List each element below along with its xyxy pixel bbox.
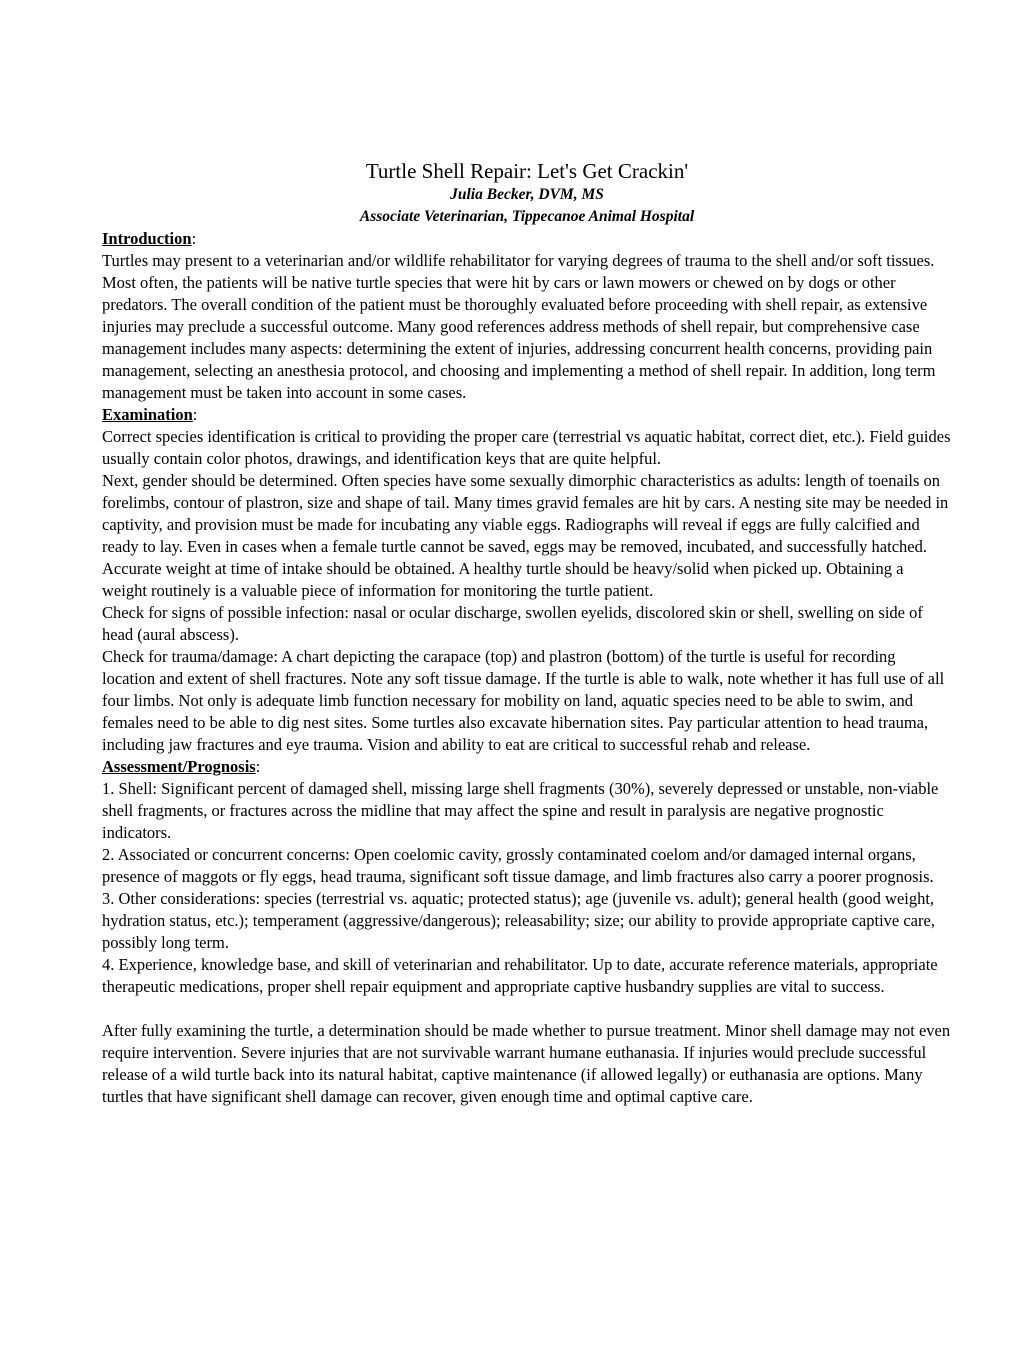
examination-paragraph: Next, gender should be determined. Often species have some sexually dimorphic characteristics as adults: length of toenails on forelimbs, contour of plastron, size and shape of tail. Many times gravid females are hit by cars. A nesting site may be needed in captivity, and provision must be made for incubating any viable eggs. Radiographs will reveal if eggs are fully calcified and ready to lay. Even in cases when a female turtle cannot be saved, eggs may be removed, incubated, and successfully hatched. (102, 471, 949, 556)
examination-paragraph: Check for signs of possible infection: nasal or ocular discharge, swollen eyelids, discolored skin or shell, swelling on side of head (aural abscess). (102, 603, 923, 644)
section-heading-label: Examination (102, 405, 193, 424)
document-page (102, 158, 952, 1108)
examination-paragraph: Correct species identification is critical to providing the proper care (terrestrial vs aquatic habitat, correct diet, etc.). Field guides usually contain color photos, drawings, and identification keys that are quite helpful. (102, 427, 951, 468)
assessment-item: 2. Associated or concurrent concerns: Open coelomic cavity, grossly contaminated coelom and/or damaged internal organs, presence of maggots or fly eggs, head trauma, significant soft tissue damage, and limb fractures also carry a poorer prognosis. (102, 845, 934, 886)
assessment-item: 3. Other considerations: species (terrestrial vs. aquatic; protected status); age (juvenile vs. adult); general health (good weight, hydration status, etc.); temperament (aggressive/dangerous); releasability; size; our ability to provide appropriate captive care, possibly long term. (102, 889, 935, 952)
document-title: Turtle Shell Repair: Let's Get Crackin' (365, 159, 689, 183)
conclusion-paragraph: After fully examining the turtle, a determination should be made whether to pursue treatment. Minor shell damage may not even require intervention. Severe injuries that are not survivable warrant humane euthanasia. If injuries would preclude successful release of a wild turtle back into its natural habitat, captive maintenance (if allowed legally) or euthanasia are options. Many turtles that have significant shell damage can recover, given enough time and optimal captive care. (102, 1021, 951, 1106)
section-heading-label: Assessment/Prognosis (102, 757, 256, 776)
paragraph-spacer (102, 998, 952, 1020)
section-heading-colon: : (255, 757, 261, 776)
examination-paragraph: Check for trauma/damage: A chart depicting the carapace (top) and plastron (bottom) of the turtle is useful for recording location and extent of shell fractures. Note any soft tissue damage. If the turtle is able to walk, note whether it has full use of all four limbs. Not only is adequate limb function necessary for mobility on land, aquatic species need to be able to swim, and females need to be able to dig nest sites. Some turtles also excavate hibernation sites. Pay particular attention to head trauma, including jaw fractures and eye trauma. Vision and ability to eat are critical to successful rehab and release. (102, 647, 945, 754)
author-affiliation: Associate Veterinarian, Tippecanoe Animal Hospital (359, 208, 695, 225)
assessment-item: 1. Shell: Significant percent of damaged shell, missing large shell fragments (30%), severely depressed or unstable, non-viable shell fragments, or fractures across the midline that may affect the spine and result in paralysis are negative prognostic indicators. (102, 779, 939, 842)
introduction-paragraph: Turtles may present to a veterinarian and/or wildlife rehabilitator for varying degrees of trauma to the shell and/or soft tissues. Most often, the patients will be native turtle species that were hit by cars or lawn mowers or chewed on by dogs or other predators. The overall condition of the patient must be thoroughly evaluated before proceeding with shell repair, as extensive injuries may preclude a successful outcome. Many good references address methods of shell repair, but comprehensive case management includes many aspects: determining the extent of injuries, addressing concurrent health concerns, providing pain management, selecting an anesthesia protocol, and choosing and implementing a method of shell repair. In addition, long term management must be taken into account in some cases. (102, 251, 936, 402)
section-heading-label: Introduction (102, 229, 192, 248)
section-heading-examination (102, 404, 952, 426)
author-name: Julia Becker, DVM, MS (450, 186, 604, 203)
examination-paragraph: Accurate weight at time of intake should be obtained. A healthy turtle should be heavy/solid when picked up. Obtaining a weight routinely is a valuable piece of information for monitoring the turtle patient. (102, 559, 904, 600)
assessment-item: 4. Experience, knowledge base, and skill of veterinarian and rehabilitator. Up to date, accurate reference materials, appropriate therapeutic medications, proper shell repair equipment and appropriate captive husbandry supplies are vital to success. (102, 955, 938, 996)
section-heading-colon: : (192, 405, 198, 424)
section-heading-assessment (102, 756, 952, 778)
section-heading-introduction (102, 228, 952, 250)
section-heading-colon: : (191, 229, 197, 248)
